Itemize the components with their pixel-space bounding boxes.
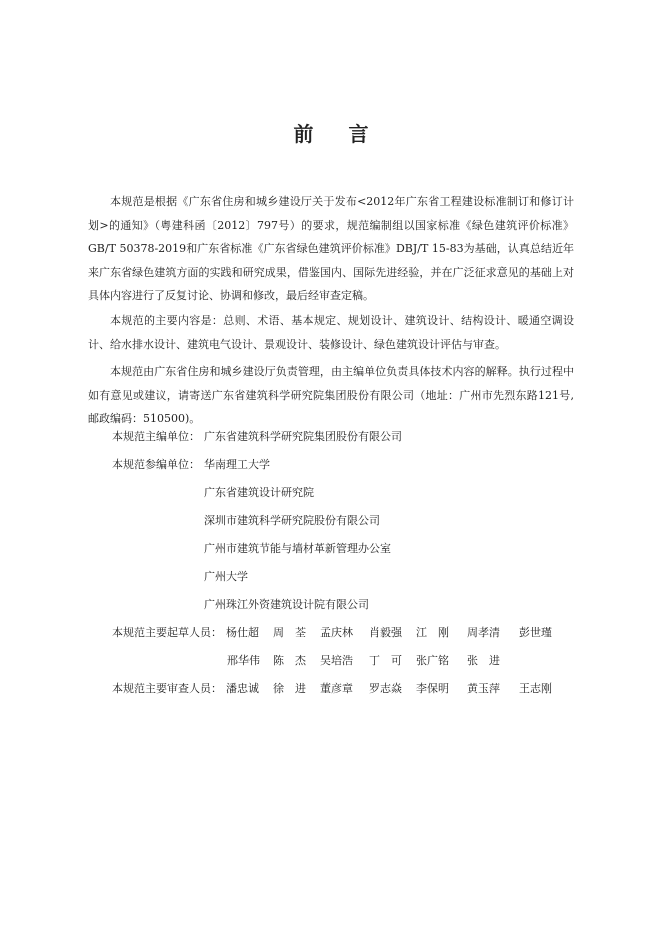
reviewer-name: 王志刚 — [519, 682, 552, 695]
drafter-name: 周 荃 — [273, 626, 306, 639]
drafter-name: 丁 可 — [369, 654, 402, 667]
drafter-name: 张 进 — [467, 654, 500, 667]
drafter-name: 江 刚 — [416, 626, 449, 639]
participating-units-label: 本规范参编单位： — [112, 458, 200, 471]
chief-unit-value: 广东省建筑科学研究院集团股份有限公司 — [204, 430, 402, 443]
drafters-row-2 — [0, 651, 662, 671]
drafters-label: 本规范主要起草人员： — [112, 626, 222, 639]
participating-unit: 深圳市建筑科学研究院股份有限公司 — [204, 514, 380, 527]
drafter-name: 陈 杰 — [273, 654, 306, 667]
preface-paragraph-3: 本规范由广东省住房和城乡建设厅负责管理，由主编单位负责具体技术内容的解释。执行过程中如有意见或建议，请寄送广东省建筑科学研究院集团股份有限公司（地址：广州市先烈东路121号,邮政编码：510500)。 — [88, 365, 574, 425]
chief-unit-label: 本规范主编单位： — [112, 430, 200, 443]
reviewers-row-1 — [0, 679, 662, 699]
preface-paragraph-2: 本规范的主要内容是：总则、术语、基本规定、规划设计、建筑设计、结构设计、暖通空调设计、给水排水设计、建筑电气设计、景观设计、装修设计、绿色建筑设计评估与审查。 — [88, 314, 574, 351]
drafters-row-1 — [0, 623, 662, 643]
participating-unit: 广州市建筑节能与墙材革新管理办公室 — [204, 542, 391, 555]
reviewer-name: 黄玉萍 — [467, 682, 500, 695]
reviewer-name: 李保明 — [416, 682, 449, 695]
drafter-name: 周孝清 — [467, 626, 500, 639]
drafter-name: 肖毅强 — [369, 626, 402, 639]
drafter-name: 杨仕超 — [226, 626, 259, 639]
reviewers-label: 本规范主要审查人员： — [112, 682, 222, 695]
participating-unit: 华南理工大学 — [204, 458, 270, 471]
drafter-name: 孟庆林 — [320, 626, 353, 639]
page-title: 前 言 — [293, 122, 383, 146]
preface-paragraph-1: 本规范是根据《广东省住房和城乡建设厅关于发布<2012年广东省工程建设标准制订和修订计划>的通知》（粤建科函〔2012〕797号）的要求，规范编制组以国家标准《绿色建筑评价标准》GB/T 50378-2019和广东省标准《广东省绿色建筑评价标准》DBJ/T 15-83为基础，认真总结近年来广东省绿色建筑方面的实践和研究成果，借鉴国内、国际先进经验，并在广泛征求意见的基础上对具体内容进行了反复讨论、协调和修改，最后经审查定稿。 — [88, 195, 574, 302]
reviewer-name: 潘忠诚 — [226, 682, 259, 695]
participating-unit: 广东省建筑设计研究院 — [204, 486, 314, 499]
participating-unit: 广州大学 — [204, 570, 248, 583]
participating-unit: 广州珠江外资建筑设计院有限公司 — [204, 598, 369, 611]
reviewer-name: 徐 进 — [273, 682, 306, 695]
reviewer-name: 罗志焱 — [369, 682, 402, 695]
reviewer-name: 董彦章 — [320, 682, 353, 695]
drafter-name: 邢华伟 — [227, 654, 260, 667]
drafter-name: 张广铭 — [416, 654, 449, 667]
drafter-name: 吴培浩 — [320, 654, 353, 667]
drafter-name: 彭世瑾 — [519, 626, 552, 639]
